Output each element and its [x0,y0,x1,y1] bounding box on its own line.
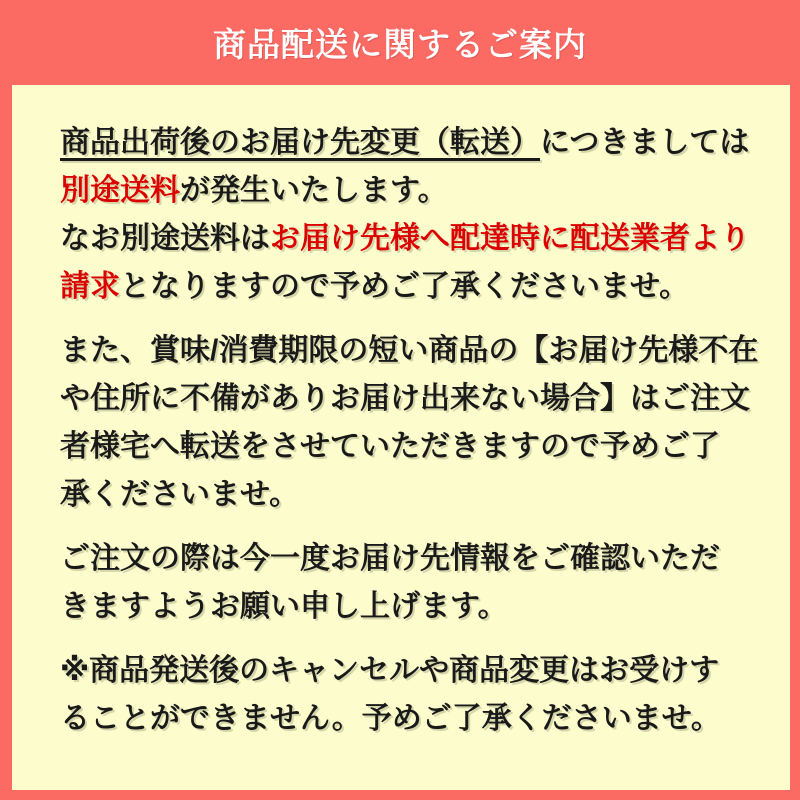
notice-line [60,423,750,471]
notice-line [60,327,759,375]
notice-text-segment: 者様宅へ転送をさせていただきますので予めご了 [60,430,720,463]
notice-text-segment: 請求 [60,270,120,303]
notice-line [60,535,750,583]
notice-text-segment: ることができません。予めご了承くださいませ。 [60,702,721,735]
notice-header [0,0,800,85]
notice-panel [12,85,790,790]
notice-text-segment: 商品出荷後のお届け先変更（転送） [60,126,540,159]
notice-line [60,375,750,423]
notice-text-segment: また、賞味/消費期限の短い商品の【お届け先様不在 [60,334,759,367]
notice-line [60,583,750,631]
notice-paragraph [60,327,759,519]
notice-text-segment: や住所に不備がありお届け出来ない場合】はご注文 [60,382,750,415]
notice-text-segment: ※商品発送後のキャンセルや商品変更はお受けす [60,654,720,687]
notice-text-segment: 承くださいませ。 [60,478,300,511]
notice-text-segment: きますようお願い申し上げます。 [60,590,508,623]
notice-text-segment: なお別途送料は [60,222,270,255]
notice-paragraph [60,119,750,311]
notice-text-segment: お届け先様へ配達時に配送業者より [270,222,750,255]
notice-paragraph [60,535,750,631]
notice-line [60,263,750,311]
notice-line [60,647,750,695]
notice-body [60,119,759,743]
notice-text-segment: が発生いたします。 [180,174,448,207]
notice-text-segment: につきましては [540,126,750,159]
notice-line [60,167,750,215]
notice-text-segment: 別途送料 [60,174,180,207]
page-title: 商品配送に関するご案内 [213,26,587,63]
notice-line [60,471,750,519]
notice-line [60,215,750,263]
notice-text-segment: ご注文の際は今一度お届け先情報をご確認いただ [60,542,720,575]
notice-line [60,119,750,167]
notice-text-segment: となりますので予めご了承くださいませ。 [120,270,690,303]
notice-paragraph [60,647,750,743]
notice-line [60,695,750,743]
